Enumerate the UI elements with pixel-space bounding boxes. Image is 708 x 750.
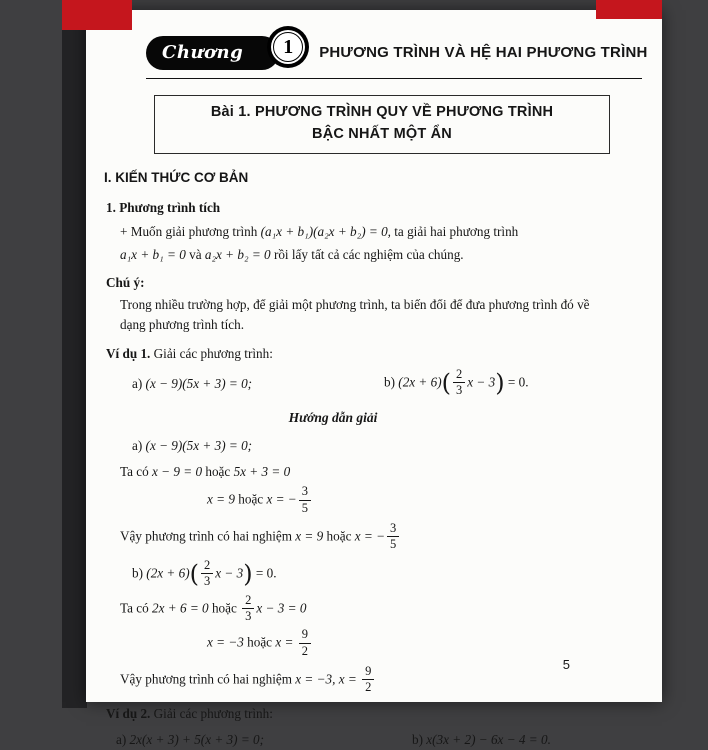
- book-spine-shadow: [62, 0, 87, 708]
- fraction-denominator: 5: [389, 536, 397, 551]
- fraction-numerator: 9: [299, 628, 311, 643]
- header-rule: [146, 78, 642, 79]
- text-run: Ta có: [120, 600, 153, 616]
- fraction-numerator: 2: [242, 594, 254, 609]
- math-expression: 2x + 6 = 0: [152, 600, 209, 616]
- text-run: = 0.: [504, 374, 529, 390]
- example1-parts-row: [102, 369, 608, 398]
- note-text: Trong nhiều trường hợp, để giải một phương trình, ta biến đổi để đưa phương trình đó về dạng phương trình tích.: [120, 296, 590, 332]
- math-expression: (2x + 6): [398, 374, 442, 390]
- fraction-denominator: 3: [456, 383, 463, 398]
- part-label: b): [132, 565, 147, 581]
- book-cover-corner-left: [62, 0, 132, 30]
- example2-heading: [106, 704, 608, 724]
- lesson-title-box: [154, 95, 610, 154]
- text-run: Vậy phương trình có hai nghiệm: [120, 528, 296, 544]
- text-run: Vậy phương trình có hai nghiệm: [120, 671, 296, 687]
- text-run: hoặc: [234, 492, 267, 508]
- fraction-numerator: 2: [201, 559, 213, 574]
- math-expression: x − 9 = 0: [152, 463, 203, 479]
- chapter-header: [146, 36, 648, 70]
- solution-b-heading: [132, 557, 608, 589]
- example2-prompt: Giải các phương trình:: [150, 705, 273, 721]
- chapter-pill-wrap: [146, 36, 294, 70]
- math-expression: a₂x + b₂ = 0: [204, 247, 271, 263]
- solution-b-line1: [120, 595, 608, 624]
- math-expression: x(3x + 2) − 6x − 4 = 0.: [426, 731, 551, 747]
- text-run: ta giải hai phương trình: [390, 223, 519, 239]
- big-paren-close: ): [495, 368, 505, 397]
- fraction: [242, 594, 254, 623]
- fraction-numerator: 9: [362, 665, 374, 680]
- page-number: 5: [562, 656, 570, 672]
- fraction-denominator: 2: [365, 679, 372, 694]
- part-label: b): [384, 374, 399, 390]
- knowledge-paragraph-line2: [120, 245, 608, 265]
- math-expression: x =: [275, 635, 297, 651]
- book-page: [86, 10, 662, 747]
- example1-heading: [106, 344, 608, 364]
- part-label: a): [116, 731, 130, 747]
- text-run: và: [185, 247, 205, 263]
- fraction: [387, 522, 399, 551]
- solution-b-result: [207, 629, 608, 658]
- math-expression: x = −3,: [295, 671, 339, 687]
- text-run: hoặc: [208, 600, 241, 616]
- example1-prompt: Giải các phương trình:: [150, 345, 273, 361]
- fraction: [299, 628, 311, 657]
- example2-parts-row: [102, 730, 608, 750]
- text-run: hoặc: [323, 528, 355, 544]
- fraction-denominator: 5: [301, 500, 308, 515]
- part-label: a): [132, 376, 146, 392]
- fraction: [362, 665, 374, 694]
- fraction-numerator: 3: [299, 485, 311, 500]
- chapter-number-badge: [273, 32, 303, 62]
- math-expression: (x − 9)(5x + 3) = 0;: [145, 437, 253, 453]
- math-expression: 5x + 3 = 0: [233, 463, 291, 479]
- fraction: [453, 368, 465, 397]
- big-paren-open: (: [441, 368, 451, 397]
- solution-a-result: [207, 486, 608, 515]
- math-expression: x − 3: [467, 374, 496, 390]
- fraction-denominator: 2: [301, 643, 308, 658]
- example1-part-a: [132, 374, 384, 394]
- big-paren-open: (: [189, 559, 199, 588]
- lesson-title-line2: BẬC NHẤT MỘT ẨN: [312, 125, 452, 142]
- solution-heading: Hướng dẫn giải: [288, 409, 378, 425]
- text-run: hoặc: [243, 635, 276, 651]
- big-paren-close: ): [243, 559, 253, 588]
- fraction-denominator: 3: [245, 609, 252, 624]
- part-label: a): [132, 437, 146, 453]
- math-expression: a₁x + b₁ = 0: [120, 247, 186, 263]
- fraction: [201, 559, 213, 588]
- example2-part-b: [412, 730, 551, 750]
- topic-title: 1. Phương trình tích: [106, 199, 221, 215]
- knowledge-paragraph-line1: [120, 222, 608, 242]
- lesson-title-line1: Bài 1. PHƯƠNG TRÌNH QUY VỀ PHƯƠNG TRÌNH: [210, 104, 554, 120]
- note-label: Chú ý:: [106, 275, 145, 291]
- math-expression: x = 9: [295, 528, 324, 544]
- chapter-number: 1: [283, 36, 294, 58]
- solution-a-line1: [120, 462, 608, 482]
- solution-a-conclusion: [120, 520, 608, 552]
- math-expression: (2x + 6): [146, 565, 190, 581]
- part-label: b): [412, 731, 427, 747]
- fraction: [299, 485, 311, 514]
- math-expression: x − 3: [215, 565, 244, 581]
- chapter-title: PHƯƠNG TRÌNH VÀ HỆ HAI PHƯƠNG TRÌNH: [319, 43, 648, 61]
- example2-part-a: [116, 730, 412, 750]
- math-expression: x = −: [266, 492, 297, 508]
- fraction-numerator: 3: [387, 522, 399, 537]
- book-cover-corner-right: [596, 0, 662, 19]
- text-run: = 0.: [252, 565, 277, 581]
- example1-part-b: [384, 369, 529, 398]
- example1-label: Ví dụ 1.: [106, 345, 151, 361]
- math-expression: (x − 9)(5x + 3) = 0;: [145, 376, 253, 392]
- math-expression: x − 3 = 0: [256, 600, 307, 616]
- example2-label: Ví dụ 2.: [106, 705, 151, 721]
- chapter-pill: [146, 36, 279, 70]
- math-expression: x = −: [354, 528, 385, 544]
- math-expression: (a₁x + b₁)(a₂x + b₂) = 0,: [260, 223, 391, 239]
- text-run: Ta có: [120, 463, 153, 479]
- chapter-word: Chương: [162, 42, 244, 63]
- section-heading-knowledge: I. KIẾN THỨC CƠ BẢN: [104, 169, 249, 185]
- math-expression: x = −3: [207, 635, 244, 651]
- text-run: + Muốn giải phương trình: [120, 223, 261, 239]
- solution-a-heading: [132, 436, 608, 456]
- fraction-denominator: 3: [204, 574, 211, 589]
- fraction-numerator: 2: [453, 368, 465, 383]
- math-expression: x = 9: [207, 492, 235, 508]
- text-run: hoặc: [202, 463, 234, 479]
- text-run: rồi lấy tất cả các nghiệm của chúng.: [270, 247, 464, 263]
- solution-b-conclusion: [120, 663, 608, 695]
- math-expression: x =: [338, 671, 361, 687]
- math-expression: 2x(x + 3) + 5(x + 3) = 0;: [129, 731, 265, 747]
